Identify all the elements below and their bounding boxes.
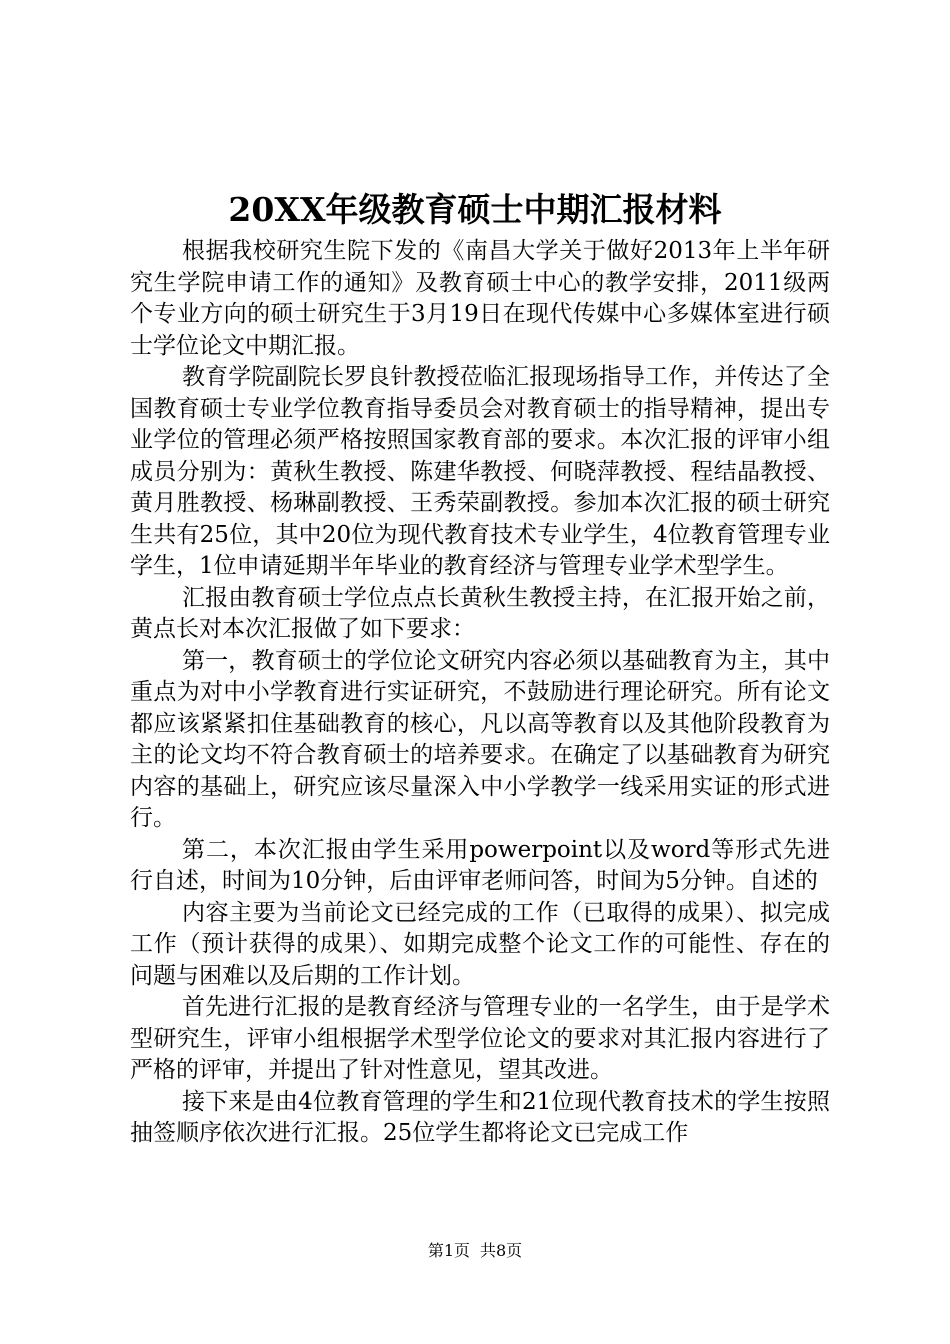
paragraph: 第一，教育硕士的学位论文研究内容必须以基础教育为主，其中重点为对中小学教育进行实证研究，不鼓励进行理论研究。所有论文都应该紧紧扣住基础教育的核心，凡以高等教育以及其他阶段教育为主的论文均不符合教育硕士的培养要求。在确定了以基础教育为研究内容的基础上，研究应该尽量深入中小学教学一线采用实证的形式进行。 [130,647,830,831]
page-number: 第1页 [427,1241,470,1260]
paragraph: 教育学院副院长罗良针教授莅临汇报现场指导工作，并传达了全国教育硕士专业学位教育指导委员会对教育硕士的指导精神，提出专业学位的管理必须严格按照国家教育部的要求。本次汇报的评审小组成员分别为：黄秋生教授、陈建华教授、何晓萍教授、程结晶教授、黄月胜教授、杨琳副教授、王秀荣副教授。参加本次汇报的硕士研究生共有25位，其中20位为现代教育技术专业学生，4位教育管理专业学生，1位申请延期半年毕业的教育经济与管理专业学术型学生。 [130,364,830,579]
page-total: 共8页 [480,1241,523,1260]
document-title: 20XX年级教育硕士中期汇报材料 [228,190,722,229]
paragraph: 内容主要为当前论文已经完成的工作（已取得的成果）、拟完成工作（预计获得的成果）、如期完成整个论文工作的可能性、存在的问题与困难以及后期的工作计划。 [130,899,830,989]
paragraph: 汇报由教育硕士学位点点长黄秋生教授主持，在汇报开始之前，黄点长对本次汇报做了如下要求： [130,584,830,642]
page-footer [0,1240,950,1262]
paragraph: 接下来是由4位教育管理的学生和21位现代教育技术的学生按照抽签顺序依次进行汇报。25位学生都将论文已完成工作 [130,1088,830,1146]
paragraph: 首先进行汇报的是教育经济与管理专业的一名学生，由于是学术型研究生，评审小组根据学术型学位论文的要求对其汇报内容进行了严格的评审，并提出了针对性意见，望其改进。 [130,994,830,1083]
document-body [130,236,830,1150]
paragraph: 第二，本次汇报由学生采用powerpoint以及word等形式先进行自述，时间为10分钟，后由评审老师问答，时间为5分钟。自述的 [130,836,830,894]
paragraph: 根据我校研究生院下发的《南昌大学关于做好2013年上半年研究生学院申请工作的通知》及教育硕士中心的教学安排，2011级两个专业方向的硕士研究生于3月19日在现代传媒中心多媒体室进行硕士学位论文中期汇报。 [130,238,830,359]
